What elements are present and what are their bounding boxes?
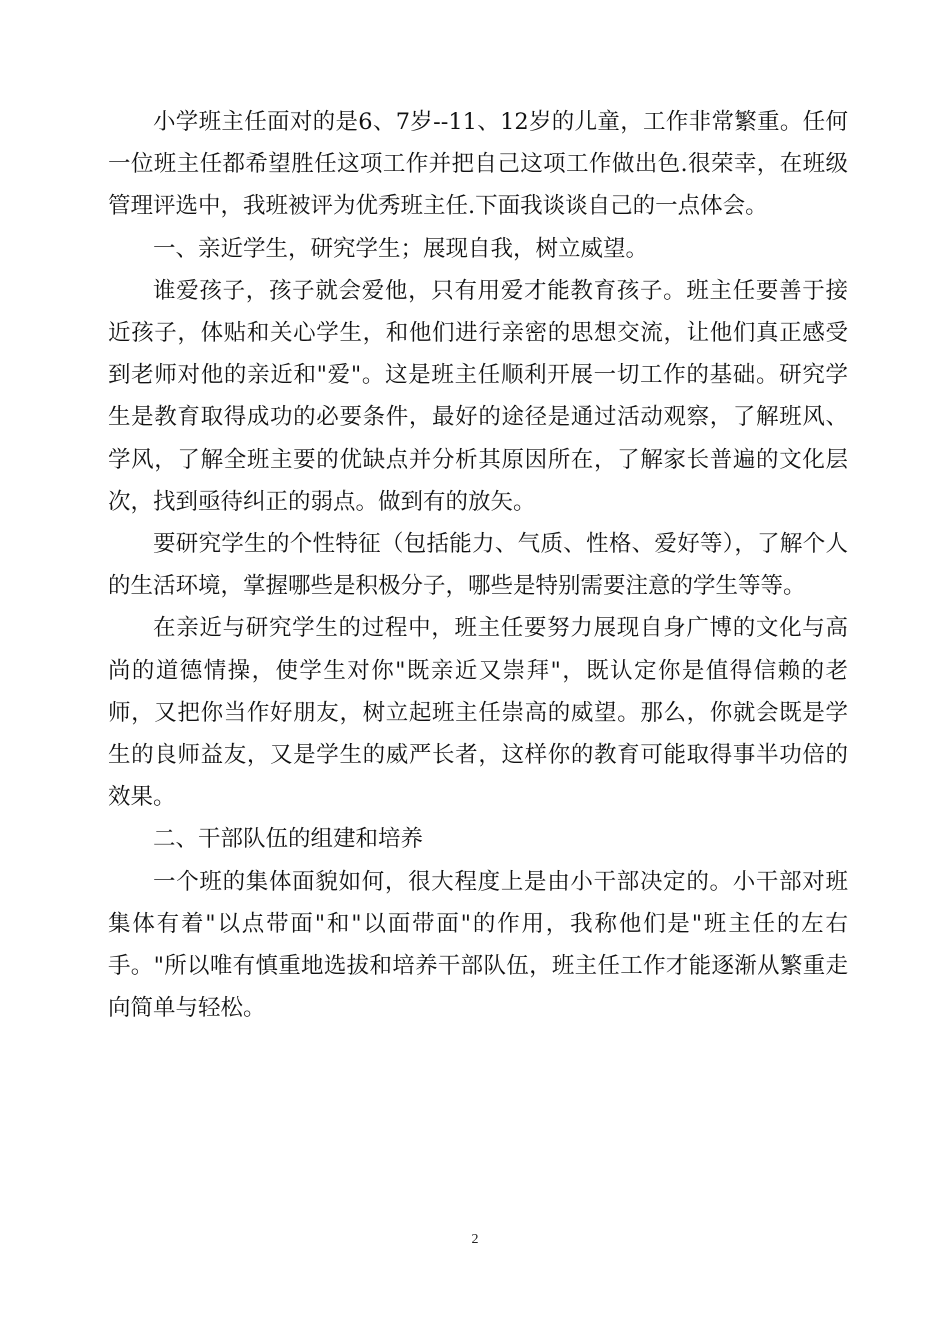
paragraph-intro: 小学班主任面对的是6、7岁--11、12岁的儿童，工作非常繁重。任何一位班主任都希望胜任这项工作并把自己这项工作做出色.很荣幸，在班级管理评选中，我班被评为优秀班主任.下面我谈谈自己的一点体会。 [108,109,848,220]
paragraph-cadres: 一个班的集体面貌如何，很大程度上是由小干部决定的。小干部对班集体有着"以点带面"和"以面带面"的作用，我称他们是"班主任的左右手。"所以唯有慎重地选拔和培养干部队伍，班主任工作才能逐渐从繁重走向简单与轻松。 [108,868,848,1022]
paragraph-prestige: 在亲近与研究学生的过程中，班主任要努力展现自身广博的文化与高尚的道德情操，使学生对你"既亲近又崇拜"，既认定你是值得信赖的老师，又把你当作好朋友，树立起班主任崇高的威望。那么，你就会既是学生的良师益友，又是学生的威严长者，这样你的教育可能取得事半功倍的效果。 [108,615,848,811]
paragraph-love-children: 谁爱孩子，孩子就会爱他，只有用爱才能教育孩子。班主任要善于接近孩子，体贴和关心学生，和他们进行亲密的思想交流，让他们真正感受到老师对他的亲近和"爱"。这是班主任顺利开展一切工作的基础。研究学生是教育取得成功的必要条件，最好的途径是通过活动观察，了解班风、学风，了解全班主要的优缺点并分析其原因所在，了解家长普遍的文化层次，找到亟待纠正的弱点。做到有的放矢。 [108,277,848,515]
paragraph-personality: 要研究学生的个性特征（包括能力、气质、性格、爱好等），了解个人的生活环境，掌握哪些是积极分子，哪些是特别需要注意的学生等等。 [108,531,848,600]
section-heading-2: 二、干部队伍的组建和培养 [153,826,424,853]
body-text [108,101,848,1029]
section-heading-1: 一、亲近学生，研究学生；展现自我，树立威望。 [153,235,649,262]
page-number: 2 [471,1232,479,1247]
